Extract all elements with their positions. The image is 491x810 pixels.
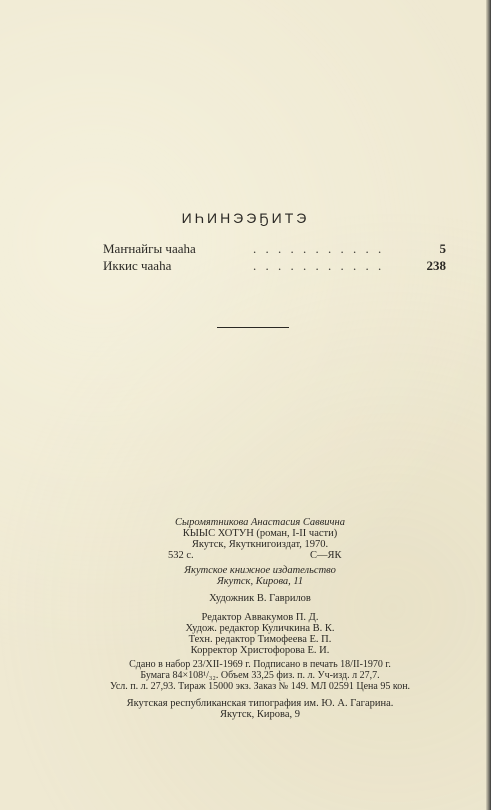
imprint-publisher (0, 565, 491, 587)
publication-info: Якутск, Якуткнигоиздат, 1970. (191, 539, 329, 550)
publisher-address: Якутск, Кирова, 11 (216, 576, 304, 587)
print-run-order: Усл. п. л. 27,93. Тираж 15000 экз. Заказ № 149. МЛ 02591 Цена 95 кон. (109, 681, 411, 692)
divider-rule (217, 327, 289, 328)
printer-name: Якутская республиканская типография им. Ю. А. Гагарина. (126, 698, 394, 709)
printer-address: Якутск, Кирова, 9 (219, 709, 301, 720)
paper-volume: Бумага 84×108¹/₃₂. Объем 33,25 физ. п. л. Уч-изд. л 27,7. (140, 670, 380, 681)
imprint-printer (0, 698, 491, 720)
page-count: 532 с. (168, 550, 194, 561)
toc-entry-title: Иккис чааһа (103, 258, 172, 273)
imprint-bibliographic (0, 517, 491, 561)
toc-entry-page: 238 (426, 258, 446, 273)
toc-leader-dots: . . . . . . . . . . . (253, 241, 385, 256)
editor-credit: Редактор Аввакумов П. Д. (201, 612, 319, 623)
toc-leader-dots: . . . . . . . . . . . (253, 258, 385, 273)
toc-entry-part-1[interactable] (103, 241, 446, 257)
catalog-code: С—ЯК (310, 550, 342, 561)
publisher-name: Якутское книжное издательство (184, 565, 336, 576)
proofreader-credit: Корректор Христофорова Е. И. (190, 645, 330, 656)
imprint-production (0, 659, 491, 692)
imprint-staff (0, 612, 491, 656)
toc-entry-page: 5 (439, 241, 446, 256)
page-count-line (0, 550, 491, 561)
toc-entry-title: Маҥнайгы чааһа (103, 241, 196, 256)
art-editor-credit: Худож. редактор Куличкина В. К. (185, 623, 335, 634)
toc-heading: ИҺИНЭЭҔИТЭ (181, 210, 310, 226)
typeset-dates: Сдано в набор 23/XII-1969 г. Подписано в печать 18/II-1970 г. (129, 659, 391, 670)
tech-editor-credit: Техн. редактор Тимофеева Е. П. (188, 634, 332, 645)
toc-entry-part-2[interactable] (103, 258, 446, 274)
artist-credit: Художник В. Гаврилов (209, 593, 311, 604)
author-name: Сыромятникова Анастасия Саввична (174, 517, 346, 528)
book-title: КЫЫС ХОТУН (роман, I-II части) (182, 528, 338, 539)
